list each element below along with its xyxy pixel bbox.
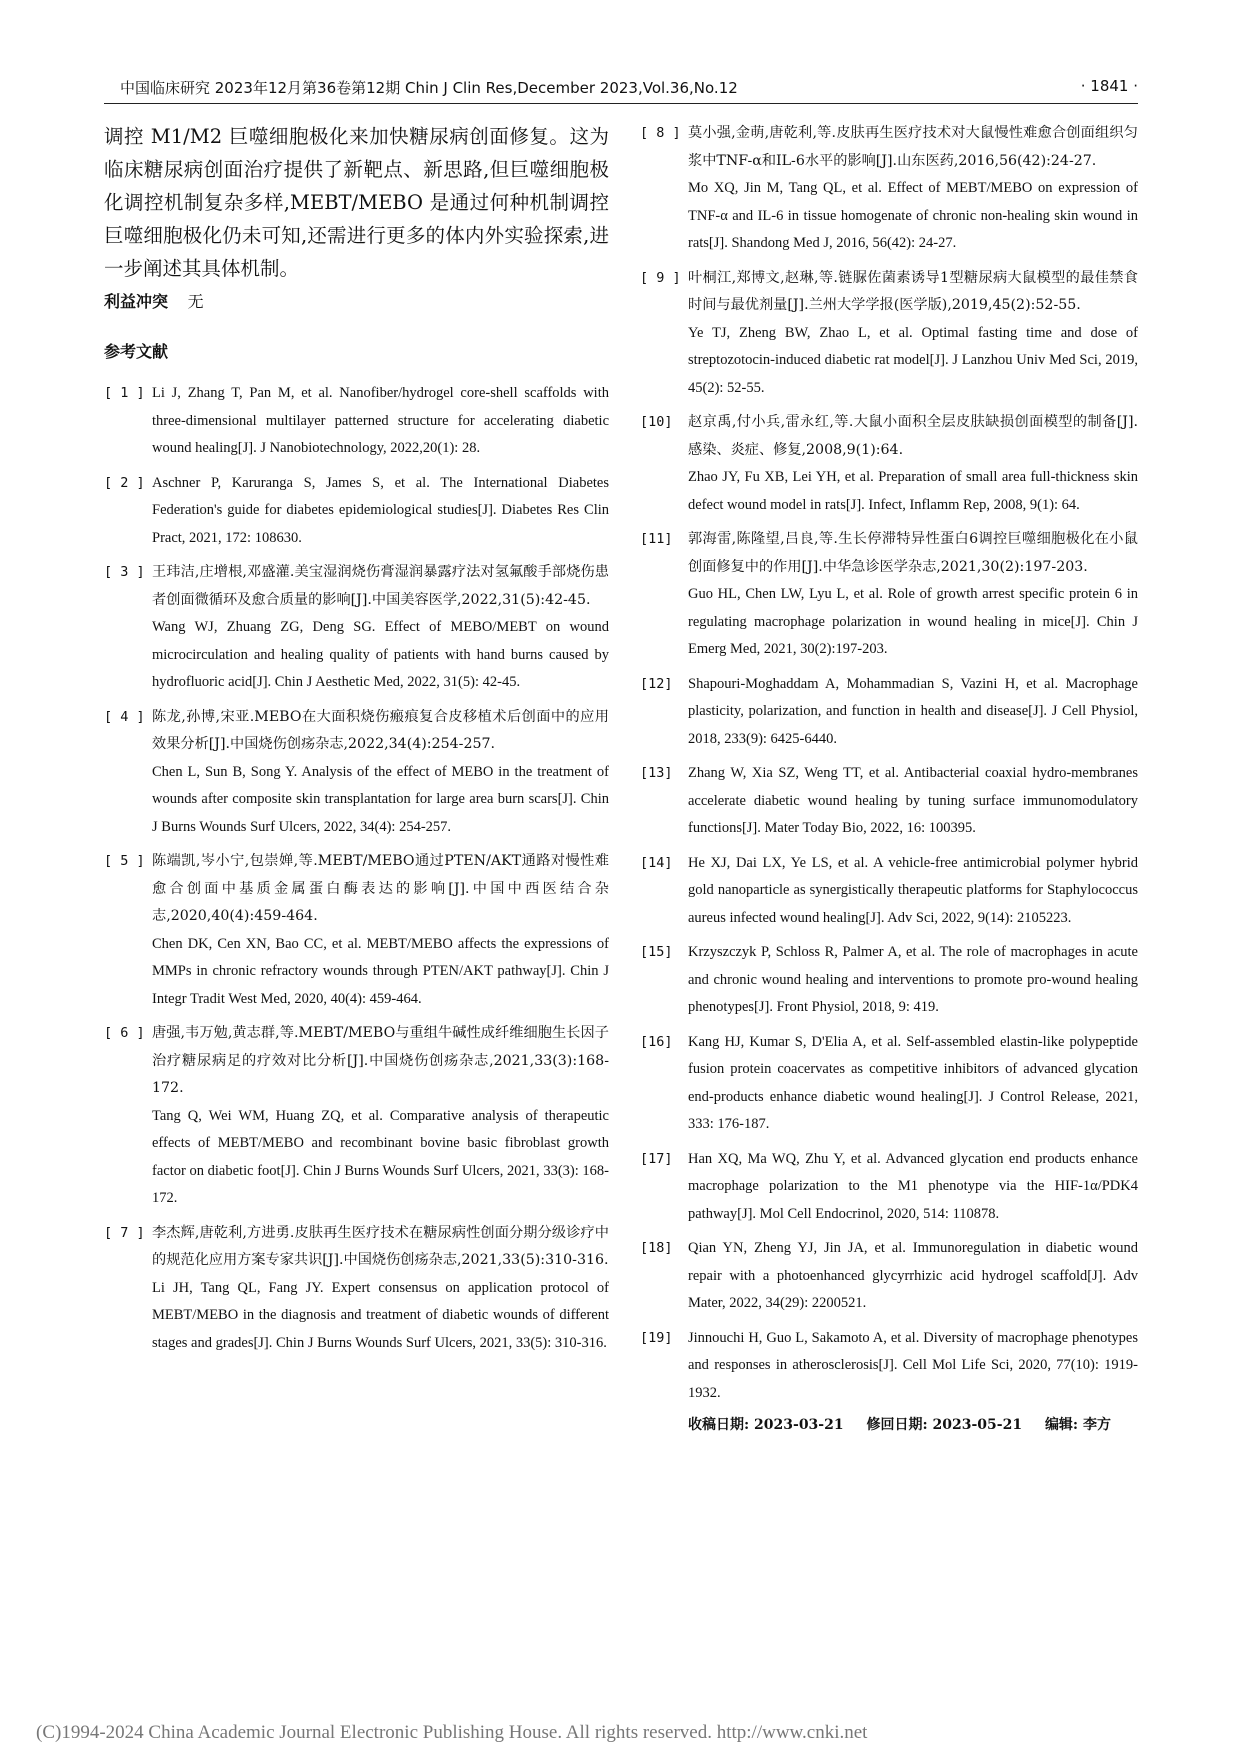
reference-number: [ 7 ] [104, 1224, 145, 1241]
reference-number: [ 6 ] [104, 1025, 145, 1041]
reference-english: Tang Q, Wei WM, Huang ZQ, et al. Comparative analysis of therapeutic effects of MEBT/MEBO and recombinant bovine basic fibroblast growth factor on diabetic foot[J]. Chin J Burns Wounds Surf Ulcers, 2021, 33(3): 168-172. [152, 1107, 609, 1206]
reference-item [104, 470, 609, 553]
reference-english: Kang HJ, Kumar S, D'Elia A, et al. Self-assembled elastin-like polypeptide fusion protein coacervates as competitive inhibitors of advanced glycation end-products enhance diabetic wound healing[J]. J Control Release, 2021, 333: 176-187. [688, 1033, 1138, 1132]
reference-number: [11] [640, 531, 673, 547]
reference-item [640, 939, 1138, 1022]
reference-chinese: 唐强,韦万勉,黄志群,等.MEBT/MEBO与重组牛碱性成纤维细胞生长因子治疗糖尿病足的疗效对比分析[J].中国烧伤创疡杂志,2021,33(3):168-172. [152, 1025, 609, 1096]
reference-item [104, 704, 609, 842]
reference-item [640, 671, 1138, 754]
reference-chinese: 王玮洁,庄增根,邓盛灌.美宝湿润烧伤膏湿润暴露疗法对氢氟酸手部烧伤患者创面微循环及愈合质量的影响[J].中国美容医学,2022,31(5):42-45. [152, 564, 609, 608]
reference-item [104, 380, 609, 463]
reference-item [640, 409, 1138, 519]
reference-number: [19] [640, 1329, 673, 1346]
reference-number: [ 8 ] [640, 125, 681, 141]
reference-number: [16] [640, 1033, 673, 1050]
reference-item [104, 1220, 609, 1358]
reference-number: [ 5 ] [104, 853, 145, 869]
body-paragraph: 调控 M1/M2 巨噬细胞极化来加快糖尿病创面修复。这为临床糖尿病创面治疗提供了新靶点、新思路,但巨噬细胞极化调控机制复杂多样,MEBT/MEBO 是通过何种机制调控巨噬细胞极化仍未可知,还需进行更多的体内外实验探索,进一步阐述其具体机制。 [104, 125, 609, 280]
reference-number: [ 2 ] [104, 474, 145, 491]
reference-number: [ 9 ] [640, 269, 681, 286]
conflict-label: 利益冲突 [104, 292, 169, 311]
reference-item [104, 848, 609, 1013]
header-rule [104, 103, 1138, 104]
reference-english: Zhang W, Xia SZ, Weng TT, et al. Antibacterial coaxial hydro-membranes accelerate diabetic wound healing by tuning surface immunomodulatory functions[J]. Mater Today Bio, 2022, 16: 100395. [688, 765, 1138, 836]
reference-number: [ 3 ] [104, 564, 145, 580]
reference-number: [15] [640, 944, 673, 960]
reference-english: Li JH, Tang QL, Fang JY. Expert consensus on application protocol of MEBT/MEBO in the diagnosis and treatment of diabetic wounds of different stages and grades[J]. Chin J Burns Wounds Surf Ulcers, 2021, 33(5): 310-316. [152, 1279, 609, 1351]
reference-english: Han XQ, Ma WQ, Zhu Y, et al. Advanced glycation end products enhance macrophage polarization to the M1 phenotype via the HIF-1α/PDK4 pathway[J]. Mol Cell Endocrinol, 2020, 514: 110878. [688, 1150, 1138, 1222]
reference-number: [ 1 ] [104, 385, 145, 401]
reference-english: Li J, Zhang T, Pan M, et al. Nanofiber/hydrogel core-shell scaffolds with three-dimensional multilayer patterned structure for accelerating diabetic wound healing[J]. J Nanobiotechnology, 2022,20(1): 28. [152, 385, 609, 456]
reference-chinese: 陈龙,孙博,宋亚.MEBO在大面积烧伤瘢痕复合皮移植术后创面中的应用效果分析[J].中国烧伤创疡杂志,2022,34(4):254-257. [152, 708, 609, 752]
reference-english: Shapouri-Moghaddam A, Mohammadian S, Vazini H, et al. Macrophage plasticity, polarization, and function in health and disease[J]. J Cell Physiol, 2018, 233(9): 6425-6440. [688, 675, 1138, 747]
conflict-of-interest [104, 287, 609, 317]
reference-chinese: 叶桐江,郑博文,赵琳,等.链脲佐菌素诱导1型糖尿病大鼠模型的最佳禁食时间与最优剂量[J].兰州大学学报(医学版),2019,45(2):52-55. [688, 269, 1138, 313]
reference-item [640, 120, 1138, 258]
reference-item [640, 1029, 1138, 1139]
reference-english: Zhao JY, Fu XB, Lei YH, et al. Preparation of small area full-thickness skin defect wound model in rats[J]. Infect, Inflamm Rep, 2008, 9(1): 64. [688, 469, 1138, 513]
reference-number: [18] [640, 1240, 673, 1256]
reference-chinese: 赵京禹,付小兵,雷永红,等.大鼠小面积全层皮肤缺损创面模型的制备[J].感染、炎症、修复,2008,9(1):64. [688, 414, 1138, 458]
journal-header-text: 中国临床研究 2023年12月第36卷第12期 Chin J Clin Res,December 2023,Vol.36,No.12 [120, 79, 738, 97]
reference-english: Chen L, Sun B, Song Y. Analysis of the effect of MEBO in the treatment of wounds after composite skin transplantation for large area burn scars[J]. Chin J Burns Wounds Surf Ulcers, 2022, 34(4): 254-257. [152, 763, 609, 835]
reference-item [640, 526, 1138, 664]
reference-chinese: 李杰辉,唐乾利,方进勇.皮肤再生医疗技术在糖尿病性创面分期分级诊疗中的规范化应用方案专家共识[J].中国烧伤创疡杂志,2021,33(5):310-316. [152, 1224, 609, 1268]
reference-item [640, 850, 1138, 933]
left-column [104, 120, 609, 1364]
reference-english: Qian YN, Zheng YJ, Jin JA, et al. Immunoregulation in diabetic wound repair with a photoenhanced glycyrrhizic acid hydrogel scaffold[J]. Adv Mater, 2022, 34(29): 2200521. [688, 1240, 1138, 1311]
reference-english: Krzyszczyk P, Schloss R, Palmer A, et al. The role of macrophages in acute and chronic wound healing and interventions to promote pro-wound healing phenotypes[J]. Front Physiol, 2018, 9: 419. [688, 944, 1138, 1015]
reference-number: [17] [640, 1150, 673, 1167]
page-number: · 1841 · [1080, 77, 1138, 95]
reference-chinese: 陈端凯,岑小宁,包崇婵,等.MEBT/MEBO通过PTEN/AKT通路对慢性难愈合创面中基质金属蛋白酶表达的影响[J].中国中西医结合杂志,2020,40(4):459-464. [152, 853, 609, 924]
running-header [104, 73, 1138, 99]
references-heading: 参考文献 [104, 342, 169, 361]
reference-english: Ye TJ, Zheng BW, Zhao L, et al. Optimal fasting time and dose of streptozotocin-induced diabetic rat model[J]. J Lanzhou Univ Med Sci, 2019, 45(2): 52-55. [688, 324, 1138, 396]
reference-number: [ 4 ] [104, 708, 145, 725]
reference-number: [14] [640, 854, 673, 871]
reference-item [104, 1020, 609, 1213]
reference-english: Chen DK, Cen XN, Bao CC, et al. MEBT/MEBO affects the expressions of MMPs in chronic refractory wounds through PTEN/AKT pathway[J]. Chin J Integr Tradit West Med, 2020, 40(4): 459-464. [152, 935, 609, 1007]
reference-english: Wang WJ, Zhuang ZG, Deng SG. Effect of MEBO/MEBT on wound microcirculation and healing quality of patients with hand burns caused by hydrofluoric acid[J]. Chin J Aesthetic Med, 2022, 31(5): 42-45. [152, 619, 609, 690]
reference-chinese: 莫小强,金萌,唐乾利,等.皮肤再生医疗技术对大鼠慢性难愈合创面组织匀浆中TNF-α和IL-6水平的影响[J].山东医药,2016,56(42):24-27. [688, 125, 1138, 169]
reference-chinese: 郭海雷,陈隆望,吕良,等.生长停滞特异性蛋白6调控巨噬细胞极化在小鼠创面修复中的作用[J].中华急诊医学杂志,2021,30(2):197-203. [688, 531, 1138, 575]
copyright-footer: (C)1994-2024 China Academic Journal Electronic Publishing House. All rights reserved. http://www.cnki.net [36, 1722, 868, 1743]
reference-english: He XJ, Dai LX, Ye LS, et al. A vehicle-free antimicrobial polymer hybrid gold nanoparticle as synergistically therapeutic platforms for Staphylococcus aureus infected wound healing[J]. Adv Sci, 2022, 9(14): 2105223. [688, 854, 1138, 926]
revised-date: 修回日期: 2023-05-21 [866, 1417, 1023, 1433]
editor: 编辑: 李方 [1044, 1417, 1111, 1433]
conflict-value: 无 [187, 292, 204, 311]
reference-english: Aschner P, Karuranga S, James S, et al. The International Diabetes Federation's guide for diabetes epidemiological studies[J]. Diabetes Res Clin Pract, 2021, 172: 108630. [152, 474, 609, 546]
reference-number: [13] [640, 765, 673, 781]
reference-english: Mo XQ, Jin M, Tang QL, et al. Effect of MEBT/MEBO on expression of TNF-α and IL-6 in tissue homogenate of chronic non-healing skin wound in rats[J]. Shandong Med J, 2016, 56(42): 24-27. [688, 180, 1138, 251]
reference-number: [12] [640, 675, 673, 692]
reference-english: Guo HL, Chen LW, Lyu L, et al. Role of growth arrest specific protein 6 in regulating macrophage polarization in wound healing in mice[J]. Chin J Emerg Med, 2021, 30(2):197-203. [688, 586, 1138, 657]
reference-item [640, 265, 1138, 403]
reference-item [640, 1235, 1138, 1318]
reference-item [640, 760, 1138, 843]
right-column [640, 120, 1138, 1434]
reference-item [640, 1146, 1138, 1229]
received-date: 收稿日期: 2023-03-21 [688, 1417, 844, 1433]
reference-item [104, 559, 609, 697]
reference-list-right [640, 120, 1138, 1407]
received-info [640, 1414, 1138, 1434]
reference-number: [10] [640, 414, 673, 430]
reference-english: Jinnouchi H, Guo L, Sakamoto A, et al. Diversity of macrophage phenotypes and responses in atherosclerosis[J]. Cell Mol Life Sci, 2020, 77(10): 1919-1932. [688, 1329, 1138, 1401]
reference-list-left [104, 380, 609, 1357]
reference-item [640, 1325, 1138, 1408]
